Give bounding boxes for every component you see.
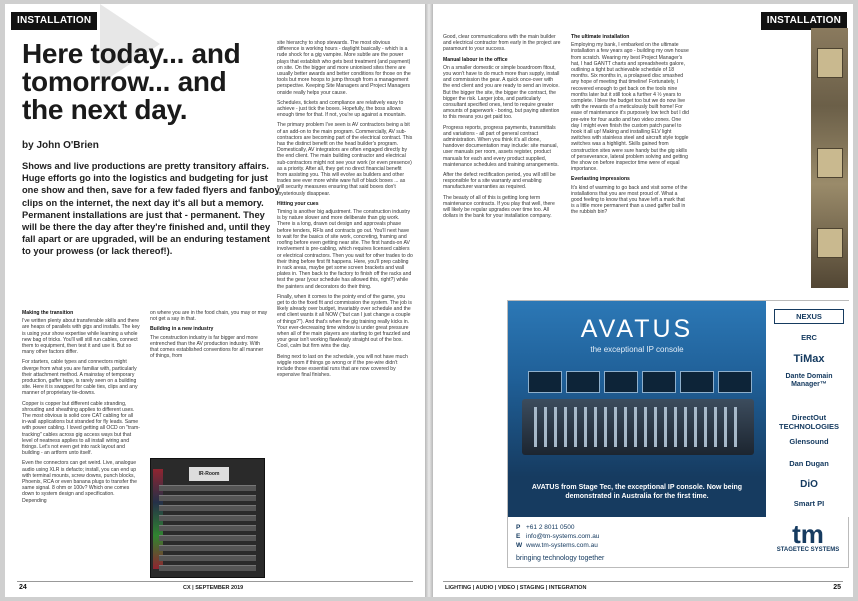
left-column-3 <box>277 40 413 382</box>
ad-title: AVATUS <box>580 315 694 343</box>
footer-rule <box>443 581 843 582</box>
right-column-2 <box>571 34 689 220</box>
paragraph: After the defect rectification period, you will still be responsible for a site warranty and enabling manufacturer warranties as required. <box>443 172 556 191</box>
subheading: Making the transition <box>22 310 74 316</box>
subheading: Manual labour in the office <box>443 56 508 63</box>
right-column-1 <box>443 34 561 223</box>
logo-nexus: NEXUS <box>774 309 844 324</box>
ad-body: AVATUS from Stage Tec, the exceptional IP console. Now being demonstrated in Australia for the first time. <box>508 477 766 517</box>
left-column-1 <box>22 310 140 508</box>
paragraph: on where you are in the food chain, you may or may not get a say in that. <box>150 310 268 323</box>
paragraph: Manual labour in the office On a smaller domestic or simple boardroom fitout, you won't have to do much more than supply, install and commission the gear. A quick once-over with the end client and you are ready to send an invoice. But the bigger the site, the bigger the contract, the bigger the risk. Larger jobs, and particularly consultant specified ones, tend to require greater amounts of paperwork - boring, but paying attention to this means you get paid too. <box>443 56 560 121</box>
page-number: 24 <box>19 584 27 591</box>
paragraph: The beauty of all of this is getting long term maintenance contracts. If you play that well, there will likely be regular upgrades over time too. All dollars in the bank for your installation company. <box>443 194 555 220</box>
paragraph: Making the transition I've written plenty about transferable skills and there are heaps of parallels with gigs and installs. The key is using your show expertise while learning a whole new bag of tricks. You'll will still run cables, connect them to equipment, then test it and use it. But so many other factors differ. <box>22 310 140 356</box>
byline: by John O'Brien <box>22 140 99 151</box>
logo-erc: ERC <box>801 333 817 342</box>
paragraph: Building in a new industry The construction industry is far bigger and more entrenched than the AV production industry. With that comes established conventions for all manner of things, from <box>150 326 268 359</box>
paragraph: site hierarchy to shop stewards. The most obvious difference is working hours - daylight basically - which is a rude shock for a gig vampire. More subtle are the power plays that establish who gets best treatment (and payment) on site. On the bigger and more unionised sites there are usually better awards and better conditions for those on the tools but more hoops to jump through from a management perspective. Keeping Site Managers and Project Managers onside really helps your cause. <box>277 40 411 96</box>
paragraph: Even the connectors can get weird. Live, analogue audio using XLR is defacto; install, you can end up with terminal mounts, screw downs, punch blocks, Phoenix, RCA or even banana plugs to transfer the same signal. 8 ohm or 100v? Which one comes down to system design and specification. Depending <box>22 460 137 504</box>
left-column-2 <box>150 310 268 363</box>
server-rack-photo <box>150 458 265 578</box>
paragraph: Everlasting impressions It's kind of warming to go back and visit some of the installations that you are most proud of. What a good feeling to know that you have left a mark that is a little more permanent than a used gaffer ball in the rubbish bin? <box>571 176 688 216</box>
paragraph: Finally, when it comes to the pointy end of the game, you get to do the fixed fit and commission the system. The job is likely already over budget, invariably over schedule and the end client wants it all NOW ("but can I just change a couple of things?"). And that's when the gig training really kicks in. Your ever-decreasing time window is under great pressure when all of the main players are starting to get frazzled and your gear isn't working flawlessly straight out of the box. Cool, calm but firm wins the day. <box>277 293 412 350</box>
ad-hero <box>508 301 766 477</box>
paragraph: Copper is copper but different cable stranding, shrouding and sheathing applies to different uses. The most obvious is solid core CAT cabling for all in-wall applications but stranded for fly leads. Same with power cabling. I loved getting all OCD on "tram-tracking" cables across gig access ways but that level of neatness applies to all install wiring and fixings. Let's not even get into rack layout and building - an artform unto itself. <box>22 400 140 457</box>
contact-email: E info@tm-systems.com.au <box>516 533 600 540</box>
paragraph: Being next to last on the schedule, you will not have much wiggle room if things go wrong or if the pre-wire didn't include those essential runs that are now covered by expensive final finishes. <box>277 353 408 379</box>
section-tag: INSTALLATION <box>761 12 847 30</box>
avatus-advertisement <box>507 300 849 568</box>
paragraph: Good, clear communications with the main builder and electrical contractor from early in the project are paramount to your success. <box>443 34 561 53</box>
paragraph: The ultimate installation Employing my bank, I embarked on the ultimate installation a few years ago - building my own house from scratch. Wearing my best Project Manager's hat, I had GANTT charts and spreadsheets galore, outlining a tight but achievable schedule of 18 months. Six months in, a prolapsed disc smashed any hope of meeting that timeline! Fortunately, I recovered enough to get back on the tools nine months later but it still took a further 4 ½ years to complete. I blew the budget too but we do now live with the rewards of a meticulously built home! For ease of maintenance it's purposely low tech but I did pre-wire for four audio and two video zones. One day I might even finish the custom patch panel to hook it all up! Making and installing ELV light switches with stainless steel and aircraft style toggle switches was a highlight. Skills gained from construction sites were sure handy but the gig skills of perseverance, lateral problem solving and getting the show on before inspector time were of equal importance. <box>571 34 689 173</box>
rack-label: IR-Room <box>189 467 229 481</box>
ad-contact <box>516 523 599 550</box>
footer-text: LIGHTING | AUDIO | VIDEO | STAGING | INTEGRATION <box>445 585 587 591</box>
standfirst: Shows and live productions are pretty transitory affairs. Huge efforts go into the logistics and budgeting for just one show and then, save for a few faded flyers and fanboy clips on the internet, the next day it's all but a memory. Permanent installations are just that - permanent. They will be there the day after they're finished and, until they fall apart or are upgraded, will be an enduring testament to your prowess (or lack thereof!). <box>22 161 280 257</box>
logo-dante: Dante Domain Manager™ <box>785 373 833 388</box>
right-page <box>433 4 853 597</box>
page-spine <box>425 4 433 597</box>
subheading: Building in a new industry <box>150 326 214 333</box>
contact-phone: P +61 2 8011 0500 <box>516 524 575 531</box>
ad-logos <box>766 301 850 517</box>
logo-timax: TiMax <box>793 353 825 365</box>
subheading: Everlasting impressions <box>571 176 630 183</box>
ad-tagline: bringing technology together <box>516 555 605 562</box>
logo-dan-dugan: Dan Dugan <box>789 459 829 468</box>
logo-glensound: Glensound <box>789 437 829 446</box>
section-tag: INSTALLATION <box>11 12 97 30</box>
paragraph: The primary problem I've seen is AV contractors being a bit of an add-on to the main program. Commercially, AV sub-contractors are becoming part of the electrical contract. This has the distinct benefit on the head builder's program. Domestically, AV integrators are often engaged directly by the end client. The main building contractor and electrical sub-contractors might not see your work (or even presence) as a priority. After all, they get no direct financial benefit from assisting you. This will evolve as builders and other trades see ever more white ware full of black boxes ... as will security measures ensuring that said boxes don't mysteriously disappear. <box>277 122 413 197</box>
subheading: Hitting your cues <box>277 200 319 207</box>
page-number: 25 <box>833 584 841 591</box>
subheading: The ultimate installation <box>571 34 630 40</box>
contact-web: W www.tm-systems.com.au <box>516 542 598 549</box>
logo-smart-pi: Smart PI <box>793 499 825 508</box>
ad-subtitle: the exceptional IP console <box>590 345 684 354</box>
mixing-console-image <box>522 365 754 463</box>
logo-dio: DiO <box>800 479 818 490</box>
logo-directout: DirectOut TECHNOLOGIES <box>778 413 839 431</box>
paragraph: For starters, cable types and connectors might diverge from what you are familiar with, particularly their attachment method. A mainstay of temporary production, gaffer tape, is rarely seen on a building site. Here it is swapped for cable ties, clips and any manner of proprietary tie-downs. <box>22 359 138 397</box>
footer-rule <box>17 581 413 582</box>
house-build-photo <box>811 28 848 288</box>
footer-brand: CX | SEPTEMBER 2019 <box>183 585 244 591</box>
paragraph: Hitting your cues Timing is another big adjustment. The construction industry is by nature slower and more deliberate than gig work. There is a long, drawn out design and approvals phase before tenders, RFIs and contracts go out. You'll next have to wait for the basics of site work, concreting, framing and roofing before even getting near site. The first hands-on AV involvement is pre-cabling, which requires licensed cablers or electrical contractors. Then you wait for other trades to do their thing before first fit happens. Here, you'll prep cabling in rack areas, maybe get some screen brackets and wall plates in. Then back to the factory to finish off the racks and test the gear (your schedule has allowed this, right?) while the painters and decorators do their thing. <box>277 200 413 290</box>
left-page <box>5 4 425 597</box>
tm-stagetec-logo: tm STAGETEC SYSTEMS <box>776 519 840 553</box>
paragraph: Schedules, tickets and compliance are relatively easy to achieve - just tick the boxes. Hopefully, the boss allows enough time for that. If not, you're up against a mountain. <box>277 99 406 119</box>
headline: Here today... and tomorrow... and the next day. <box>22 38 241 125</box>
paragraph: Progress reports, progress payments, transmittals and variations - all part of general contract administration. When you think it's all done, handover documentation may include: site manual, user manuals per room, assets register, product manuals for each and every product supplied, maintenance schedules and training arrangements. <box>443 124 559 168</box>
